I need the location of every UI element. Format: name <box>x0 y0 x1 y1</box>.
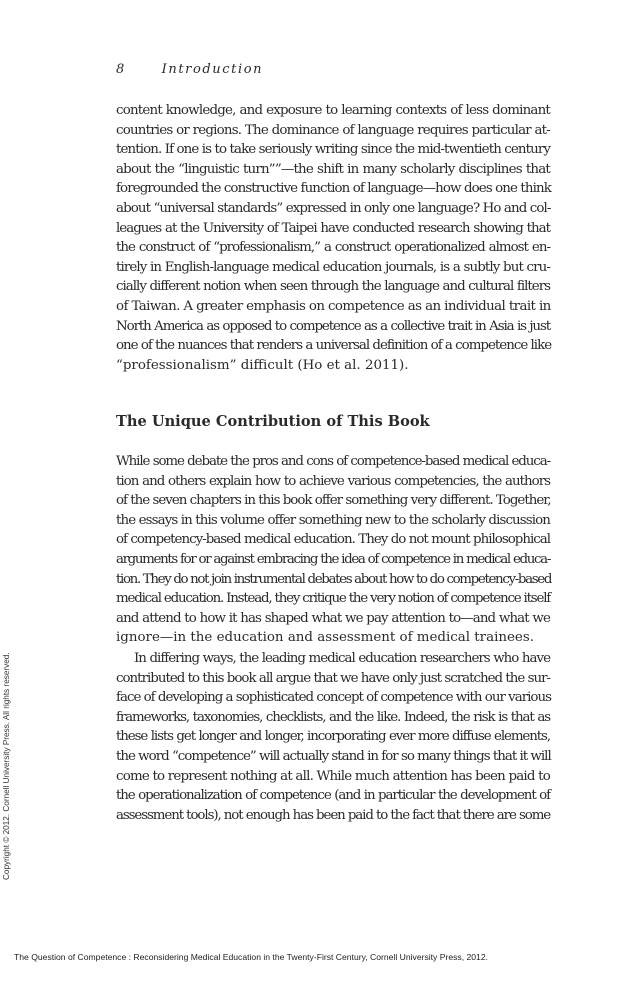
text-line: of the seven chapters in this book offer something very different. Together, <box>116 493 551 509</box>
text-line: In differing ways, the leading medical education researchers who have <box>134 651 550 666</box>
text-line: one of the nuances that renders a universal definition of a competence like <box>116 338 552 354</box>
paragraph-2 <box>116 452 550 648</box>
text-line: the operationalization of competence (and in particular the development of <box>116 788 550 804</box>
text-line: and attend to how it has shaped what we pay attention to—and what we <box>116 610 550 626</box>
text-line: arguments for or against embracing the idea of competence in medical educa- <box>116 551 550 567</box>
text-line: about “universal standards” expressed in only one language? Ho and col- <box>116 200 551 216</box>
footer-citation: The Question of Competence : Reconsidering Medical Education in the Twenty-First Century, Cornell University Press, 2012. <box>14 952 488 962</box>
text-line: While some debate the pros and cons of competence-based medical educa- <box>116 454 550 469</box>
text-line: tion and others explain how to achieve various competencies, the authors <box>116 473 550 489</box>
text-line: of Taiwan. A greater emphasis on competence as an individual trait in <box>116 298 551 314</box>
text-line: assessment tools), not enough has been paid to the fact that there are some <box>116 807 551 823</box>
text-line: leagues at the University of Taipei have conducted research showing that <box>116 220 550 236</box>
text-line: tention. If one is to take seriously writing since the mid-twentieth century <box>116 142 550 158</box>
text-line: the construct of “professionalism,” a construct operationalized almost en- <box>116 240 550 256</box>
text-line: countries or regions. The dominance of language requires particular at- <box>116 122 550 138</box>
text-line: foregrounded the constructive function of language—how does one think <box>116 181 551 197</box>
text-line: of competency-based medical education. They do not mount philosophical <box>116 532 550 548</box>
paragraph-1 <box>116 101 550 375</box>
text-line: face of developing a sophisticated concept of competence with our various <box>116 690 551 706</box>
text-line: contributed to this book all argue that we have only just scratched the sur- <box>116 670 550 686</box>
text-line: cially different notion when seen through the language and cultural filters <box>116 279 550 295</box>
text-line: tirely in English-language medical education journals, is a subtly but cru- <box>116 259 550 275</box>
paragraph-3 <box>116 649 550 825</box>
text-line: content knowledge, and exposure to learning contexts of less dominant <box>116 103 550 118</box>
text-line: frameworks, taxonomies, checklists, and the like. Indeed, the risk is that as <box>116 709 550 725</box>
text-line: the essays in this volume offer something new to the scholarly discussion <box>116 512 550 528</box>
text-line: tion. They do not join instrumental debates about how to do competency-based <box>116 571 552 587</box>
text-line: “professionalism” difficult (Ho et al. 2011). <box>116 357 409 373</box>
text-line: North America as opposed to competence as a collective trait in Asia is just <box>116 318 550 334</box>
running-head <box>116 62 263 77</box>
text-line: ignore—in the education and assessment of medical trainees. <box>116 630 534 646</box>
side-copyright-notice: Copyright © 2012. Cornell University Press. All rights reserved. <box>2 652 11 880</box>
text-line: medical education. Instead, they critique the very notion of competence itself <box>116 591 551 607</box>
section-heading: The Unique Contribution of This Book <box>116 413 430 430</box>
text-line: about the “linguistic turn””—the shift in many scholarly disciplines that <box>116 161 550 177</box>
text-line: come to represent nothing at all. While much attention has been paid to <box>116 768 550 784</box>
text-line: the word “competence” will actually stand in for so many things that it will <box>116 748 551 764</box>
text-line: these lists get longer and longer, incorporating ever more diffuse elements, <box>116 729 550 745</box>
running-head-title: Introduction <box>161 62 264 77</box>
page-number: 8 <box>116 62 126 77</box>
